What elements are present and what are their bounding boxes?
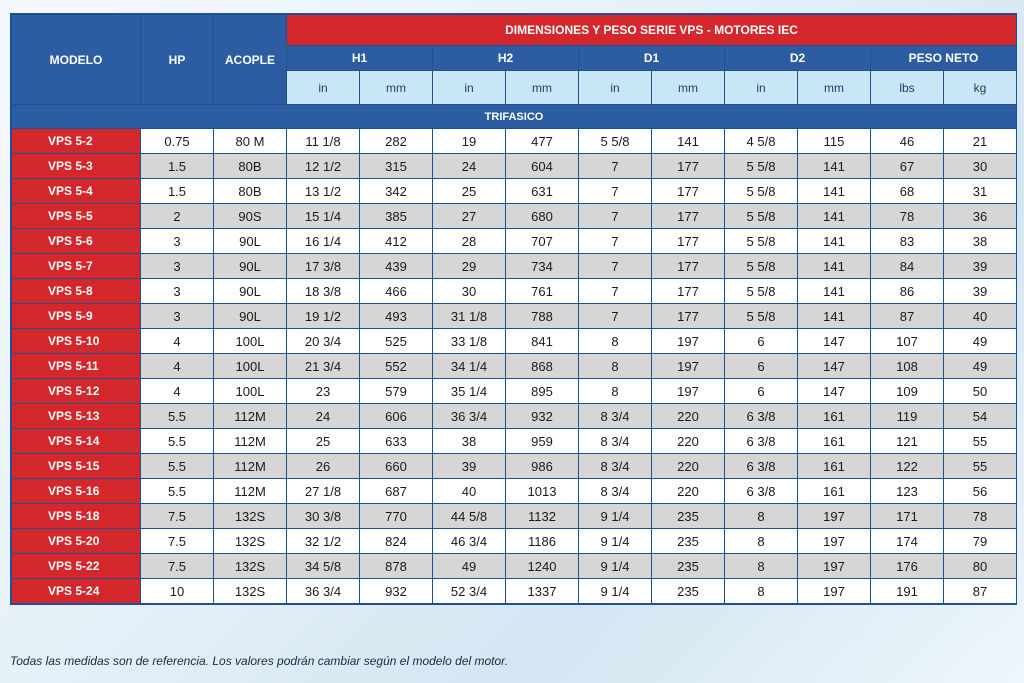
cell-d1-mm: 220 xyxy=(652,454,724,478)
cell-model: VPS 5-10 xyxy=(12,329,140,353)
cell-acople: 90L xyxy=(214,254,286,278)
cell-acople: 80 M xyxy=(214,129,286,153)
cell-h2-in: 24 xyxy=(433,154,505,178)
cell-h1-mm: 342 xyxy=(360,179,432,203)
table-row xyxy=(12,329,1016,353)
cell-h1-mm: 606 xyxy=(360,404,432,428)
unit-peso-kg: kg xyxy=(944,71,1016,104)
cell-peso-kg: 79 xyxy=(944,529,1016,553)
table-body xyxy=(12,129,1016,603)
cell-model: VPS 5-20 xyxy=(12,529,140,553)
cell-h2-mm: 986 xyxy=(506,454,578,478)
cell-h1-in: 25 xyxy=(287,429,359,453)
cell-d1-mm: 197 xyxy=(652,379,724,403)
cell-h2-in: 25 xyxy=(433,179,505,203)
header-modelo: MODELO xyxy=(12,15,140,104)
cell-d2-mm: 147 xyxy=(798,329,870,353)
cell-d1-mm: 220 xyxy=(652,429,724,453)
cell-h1-mm: 493 xyxy=(360,304,432,328)
cell-h2-mm: 707 xyxy=(506,229,578,253)
table-row xyxy=(12,579,1016,603)
cell-h2-mm: 1013 xyxy=(506,479,578,503)
cell-d2-mm: 141 xyxy=(798,279,870,303)
table-row xyxy=(12,529,1016,553)
cell-h2-mm: 631 xyxy=(506,179,578,203)
table-row xyxy=(12,229,1016,253)
cell-d2-in: 5 5/8 xyxy=(725,204,797,228)
cell-peso-lbs: 86 xyxy=(871,279,943,303)
cell-hp: 7.5 xyxy=(141,504,213,528)
cell-d2-in: 6 3/8 xyxy=(725,404,797,428)
cell-d2-mm: 197 xyxy=(798,579,870,603)
cell-hp: 7.5 xyxy=(141,529,213,553)
unit-d1-mm: mm xyxy=(652,71,724,104)
cell-d2-mm: 115 xyxy=(798,129,870,153)
cell-h2-mm: 932 xyxy=(506,404,578,428)
cell-acople: 112M xyxy=(214,454,286,478)
cell-d2-mm: 147 xyxy=(798,354,870,378)
cell-h2-in: 19 xyxy=(433,129,505,153)
cell-d1-in: 7 xyxy=(579,279,651,303)
cell-d1-in: 7 xyxy=(579,179,651,203)
cell-h2-mm: 734 xyxy=(506,254,578,278)
cell-peso-lbs: 83 xyxy=(871,229,943,253)
cell-acople: 132S xyxy=(214,529,286,553)
cell-d2-in: 6 xyxy=(725,379,797,403)
cell-model: VPS 5-4 xyxy=(12,179,140,203)
cell-h2-mm: 868 xyxy=(506,354,578,378)
cell-hp: 5.5 xyxy=(141,454,213,478)
cell-h2-in: 34 1/4 xyxy=(433,354,505,378)
cell-d1-mm: 177 xyxy=(652,229,724,253)
cell-h1-in: 32 1/2 xyxy=(287,529,359,553)
cell-peso-lbs: 67 xyxy=(871,154,943,178)
cell-d2-in: 5 5/8 xyxy=(725,279,797,303)
cell-model: VPS 5-15 xyxy=(12,454,140,478)
cell-h1-mm: 633 xyxy=(360,429,432,453)
cell-h1-in: 17 3/8 xyxy=(287,254,359,278)
cell-peso-kg: 36 xyxy=(944,204,1016,228)
cell-acople: 112M xyxy=(214,404,286,428)
header-d2: D2 xyxy=(725,46,870,70)
cell-model: VPS 5-7 xyxy=(12,254,140,278)
cell-model: VPS 5-8 xyxy=(12,279,140,303)
cell-model: VPS 5-22 xyxy=(12,554,140,578)
table-row xyxy=(12,179,1016,203)
cell-peso-kg: 21 xyxy=(944,129,1016,153)
table-row xyxy=(12,554,1016,578)
cell-hp: 5.5 xyxy=(141,404,213,428)
cell-hp: 3 xyxy=(141,279,213,303)
table-row xyxy=(12,429,1016,453)
cell-hp: 1.5 xyxy=(141,179,213,203)
cell-peso-kg: 30 xyxy=(944,154,1016,178)
cell-d1-in: 7 xyxy=(579,154,651,178)
cell-h1-mm: 660 xyxy=(360,454,432,478)
cell-peso-lbs: 78 xyxy=(871,204,943,228)
cell-h1-mm: 439 xyxy=(360,254,432,278)
cell-peso-lbs: 87 xyxy=(871,304,943,328)
cell-h1-mm: 824 xyxy=(360,529,432,553)
cell-d1-in: 8 3/4 xyxy=(579,479,651,503)
cell-d1-in: 8 xyxy=(579,329,651,353)
cell-acople: 90L xyxy=(214,229,286,253)
cell-h2-mm: 477 xyxy=(506,129,578,153)
table-row xyxy=(12,304,1016,328)
cell-h1-in: 18 3/8 xyxy=(287,279,359,303)
cell-d2-in: 8 xyxy=(725,529,797,553)
table-row xyxy=(12,404,1016,428)
cell-acople: 90L xyxy=(214,304,286,328)
cell-d1-in: 9 1/4 xyxy=(579,504,651,528)
cell-hp: 5.5 xyxy=(141,429,213,453)
unit-d2-mm: mm xyxy=(798,71,870,104)
cell-d2-mm: 141 xyxy=(798,229,870,253)
header-h2: H2 xyxy=(433,46,578,70)
cell-hp: 2 xyxy=(141,204,213,228)
cell-peso-lbs: 191 xyxy=(871,579,943,603)
cell-model: VPS 5-14 xyxy=(12,429,140,453)
cell-d2-mm: 141 xyxy=(798,154,870,178)
cell-peso-kg: 49 xyxy=(944,354,1016,378)
cell-d1-in: 8 3/4 xyxy=(579,429,651,453)
cell-peso-kg: 49 xyxy=(944,329,1016,353)
cell-hp: 10 xyxy=(141,579,213,603)
cell-d1-in: 9 1/4 xyxy=(579,579,651,603)
cell-peso-kg: 54 xyxy=(944,404,1016,428)
cell-d2-mm: 161 xyxy=(798,429,870,453)
cell-hp: 4 xyxy=(141,329,213,353)
cell-h1-mm: 552 xyxy=(360,354,432,378)
header-acople: ACOPLE xyxy=(214,15,286,104)
cell-d2-mm: 141 xyxy=(798,254,870,278)
cell-h2-in: 30 xyxy=(433,279,505,303)
unit-h1-in: in xyxy=(287,71,359,104)
dimensions-table xyxy=(11,14,1017,604)
cell-h1-in: 20 3/4 xyxy=(287,329,359,353)
cell-hp: 3 xyxy=(141,304,213,328)
cell-d2-in: 5 5/8 xyxy=(725,154,797,178)
cell-d2-mm: 141 xyxy=(798,204,870,228)
cell-d1-in: 8 3/4 xyxy=(579,404,651,428)
cell-h2-in: 38 xyxy=(433,429,505,453)
cell-peso-lbs: 174 xyxy=(871,529,943,553)
cell-peso-kg: 55 xyxy=(944,429,1016,453)
cell-h2-in: 49 xyxy=(433,554,505,578)
cell-model: VPS 5-13 xyxy=(12,404,140,428)
cell-d2-in: 6 3/8 xyxy=(725,479,797,503)
cell-d1-mm: 177 xyxy=(652,304,724,328)
cell-acople: 80B xyxy=(214,179,286,203)
cell-h1-mm: 932 xyxy=(360,579,432,603)
cell-h1-in: 21 3/4 xyxy=(287,354,359,378)
cell-d2-mm: 161 xyxy=(798,454,870,478)
cell-peso-kg: 39 xyxy=(944,279,1016,303)
cell-d1-in: 9 1/4 xyxy=(579,529,651,553)
header-h1: H1 xyxy=(287,46,432,70)
cell-d2-in: 5 5/8 xyxy=(725,179,797,203)
cell-d2-in: 8 xyxy=(725,554,797,578)
cell-acople: 132S xyxy=(214,579,286,603)
cell-acople: 112M xyxy=(214,429,286,453)
header-hp: HP xyxy=(141,15,213,104)
cell-d1-mm: 177 xyxy=(652,179,724,203)
cell-h1-in: 19 1/2 xyxy=(287,304,359,328)
cell-h1-in: 11 1/8 xyxy=(287,129,359,153)
cell-h2-in: 35 1/4 xyxy=(433,379,505,403)
cell-peso-lbs: 46 xyxy=(871,129,943,153)
cell-d1-mm: 177 xyxy=(652,204,724,228)
cell-d2-in: 5 5/8 xyxy=(725,254,797,278)
cell-d1-mm: 197 xyxy=(652,329,724,353)
cell-h1-in: 30 3/8 xyxy=(287,504,359,528)
cell-h2-mm: 1240 xyxy=(506,554,578,578)
cell-h1-mm: 579 xyxy=(360,379,432,403)
table-row xyxy=(12,204,1016,228)
cell-peso-lbs: 109 xyxy=(871,379,943,403)
cell-d1-in: 7 xyxy=(579,204,651,228)
cell-h2-in: 39 xyxy=(433,454,505,478)
cell-peso-kg: 50 xyxy=(944,379,1016,403)
table-row xyxy=(12,154,1016,178)
cell-h2-mm: 841 xyxy=(506,329,578,353)
cell-d2-mm: 147 xyxy=(798,379,870,403)
cell-h1-in: 36 3/4 xyxy=(287,579,359,603)
cell-d1-in: 9 1/4 xyxy=(579,554,651,578)
table-row xyxy=(12,279,1016,303)
cell-peso-kg: 31 xyxy=(944,179,1016,203)
cell-acople: 90L xyxy=(214,279,286,303)
cell-hp: 4 xyxy=(141,354,213,378)
cell-d1-mm: 197 xyxy=(652,354,724,378)
cell-peso-kg: 40 xyxy=(944,304,1016,328)
cell-h2-in: 36 3/4 xyxy=(433,404,505,428)
cell-d2-in: 8 xyxy=(725,579,797,603)
cell-hp: 1.5 xyxy=(141,154,213,178)
cell-d1-mm: 177 xyxy=(652,254,724,278)
cell-d2-mm: 197 xyxy=(798,529,870,553)
cell-peso-lbs: 122 xyxy=(871,454,943,478)
cell-d2-mm: 197 xyxy=(798,554,870,578)
cell-d1-in: 7 xyxy=(579,229,651,253)
cell-h1-in: 12 1/2 xyxy=(287,154,359,178)
cell-h2-mm: 1337 xyxy=(506,579,578,603)
unit-h1-mm: mm xyxy=(360,71,432,104)
cell-h2-mm: 761 xyxy=(506,279,578,303)
cell-model: VPS 5-24 xyxy=(12,579,140,603)
cell-peso-lbs: 121 xyxy=(871,429,943,453)
cell-h1-in: 15 1/4 xyxy=(287,204,359,228)
cell-h2-mm: 680 xyxy=(506,204,578,228)
cell-d2-in: 6 xyxy=(725,354,797,378)
cell-acople: 80B xyxy=(214,154,286,178)
table-row xyxy=(12,354,1016,378)
cell-peso-lbs: 68 xyxy=(871,179,943,203)
cell-h2-mm: 788 xyxy=(506,304,578,328)
cell-model: VPS 5-9 xyxy=(12,304,140,328)
cell-hp: 4 xyxy=(141,379,213,403)
cell-peso-lbs: 176 xyxy=(871,554,943,578)
cell-h1-in: 13 1/2 xyxy=(287,179,359,203)
cell-h1-mm: 282 xyxy=(360,129,432,153)
cell-h1-mm: 878 xyxy=(360,554,432,578)
cell-d2-in: 6 3/8 xyxy=(725,429,797,453)
section-trifasico: TRIFASICO xyxy=(12,105,1016,128)
header-peso-neto: PESO NETO xyxy=(871,46,1016,70)
cell-h1-mm: 687 xyxy=(360,479,432,503)
cell-acople: 90S xyxy=(214,204,286,228)
cell-d1-mm: 235 xyxy=(652,529,724,553)
cell-hp: 5.5 xyxy=(141,479,213,503)
cell-hp: 3 xyxy=(141,229,213,253)
cell-h2-in: 31 1/8 xyxy=(433,304,505,328)
cell-d1-mm: 177 xyxy=(652,279,724,303)
cell-d1-in: 8 3/4 xyxy=(579,454,651,478)
cell-peso-lbs: 123 xyxy=(871,479,943,503)
cell-d1-in: 7 xyxy=(579,304,651,328)
cell-h1-in: 23 xyxy=(287,379,359,403)
cell-h1-mm: 385 xyxy=(360,204,432,228)
cell-h2-mm: 895 xyxy=(506,379,578,403)
table-row xyxy=(12,454,1016,478)
cell-acople: 100L xyxy=(214,329,286,353)
cell-model: VPS 5-6 xyxy=(12,229,140,253)
cell-h1-mm: 315 xyxy=(360,154,432,178)
unit-h2-in: in xyxy=(433,71,505,104)
cell-h1-in: 24 xyxy=(287,404,359,428)
unit-d2-in: in xyxy=(725,71,797,104)
cell-peso-kg: 78 xyxy=(944,504,1016,528)
cell-h2-in: 28 xyxy=(433,229,505,253)
cell-d2-in: 6 xyxy=(725,329,797,353)
cell-h1-in: 34 5/8 xyxy=(287,554,359,578)
cell-model: VPS 5-16 xyxy=(12,479,140,503)
cell-peso-kg: 38 xyxy=(944,229,1016,253)
table-row xyxy=(12,254,1016,278)
cell-hp: 3 xyxy=(141,254,213,278)
cell-d1-mm: 220 xyxy=(652,404,724,428)
cell-h1-mm: 525 xyxy=(360,329,432,353)
cell-d2-mm: 141 xyxy=(798,304,870,328)
cell-hp: 7.5 xyxy=(141,554,213,578)
cell-h2-mm: 1132 xyxy=(506,504,578,528)
cell-model: VPS 5-18 xyxy=(12,504,140,528)
cell-d1-mm: 220 xyxy=(652,479,724,503)
cell-d1-mm: 235 xyxy=(652,504,724,528)
header-d1: D1 xyxy=(579,46,724,70)
table-row xyxy=(12,379,1016,403)
cell-d2-in: 5 5/8 xyxy=(725,229,797,253)
unit-h2-mm: mm xyxy=(506,71,578,104)
cell-d1-in: 8 xyxy=(579,379,651,403)
cell-h2-in: 40 xyxy=(433,479,505,503)
cell-acople: 132S xyxy=(214,504,286,528)
cell-peso-kg: 55 xyxy=(944,454,1016,478)
cell-h2-in: 29 xyxy=(433,254,505,278)
table-row xyxy=(12,504,1016,528)
cell-h2-in: 46 3/4 xyxy=(433,529,505,553)
cell-h2-in: 33 1/8 xyxy=(433,329,505,353)
cell-h1-mm: 770 xyxy=(360,504,432,528)
cell-d2-in: 8 xyxy=(725,504,797,528)
cell-acople: 132S xyxy=(214,554,286,578)
cell-model: VPS 5-11 xyxy=(12,354,140,378)
cell-h1-in: 27 1/8 xyxy=(287,479,359,503)
cell-d2-mm: 161 xyxy=(798,479,870,503)
cell-peso-lbs: 107 xyxy=(871,329,943,353)
cell-d1-mm: 235 xyxy=(652,554,724,578)
cell-h2-in: 27 xyxy=(433,204,505,228)
cell-d2-in: 5 5/8 xyxy=(725,304,797,328)
cell-model: VPS 5-2 xyxy=(12,129,140,153)
cell-model: VPS 5-5 xyxy=(12,204,140,228)
cell-peso-kg: 80 xyxy=(944,554,1016,578)
cell-peso-kg: 39 xyxy=(944,254,1016,278)
cell-h1-mm: 412 xyxy=(360,229,432,253)
cell-peso-lbs: 108 xyxy=(871,354,943,378)
cell-d1-in: 8 xyxy=(579,354,651,378)
cell-peso-lbs: 119 xyxy=(871,404,943,428)
cell-hp: 0.75 xyxy=(141,129,213,153)
cell-d2-mm: 161 xyxy=(798,404,870,428)
cell-acople: 100L xyxy=(214,354,286,378)
cell-d2-mm: 197 xyxy=(798,504,870,528)
cell-d1-mm: 141 xyxy=(652,129,724,153)
cell-acople: 100L xyxy=(214,379,286,403)
table-row xyxy=(12,129,1016,153)
dimensions-table-container xyxy=(10,13,1017,605)
footnote: Todas las medidas son de referencia. Los valores podrán cambiar según el modelo del motor. xyxy=(10,654,509,668)
cell-model: VPS 5-12 xyxy=(12,379,140,403)
table-row xyxy=(12,479,1016,503)
cell-d1-in: 7 xyxy=(579,254,651,278)
cell-d2-in: 6 3/8 xyxy=(725,454,797,478)
cell-d1-mm: 177 xyxy=(652,154,724,178)
cell-d2-in: 4 5/8 xyxy=(725,129,797,153)
cell-peso-kg: 87 xyxy=(944,579,1016,603)
unit-d1-in: in xyxy=(579,71,651,104)
cell-h2-in: 52 3/4 xyxy=(433,579,505,603)
cell-model: VPS 5-3 xyxy=(12,154,140,178)
cell-h2-mm: 604 xyxy=(506,154,578,178)
cell-d2-mm: 141 xyxy=(798,179,870,203)
unit-peso-lbs: lbs xyxy=(871,71,943,104)
cell-h1-mm: 466 xyxy=(360,279,432,303)
cell-d1-in: 5 5/8 xyxy=(579,129,651,153)
cell-d1-mm: 235 xyxy=(652,579,724,603)
cell-peso-kg: 56 xyxy=(944,479,1016,503)
cell-h2-in: 44 5/8 xyxy=(433,504,505,528)
cell-acople: 112M xyxy=(214,479,286,503)
cell-peso-lbs: 84 xyxy=(871,254,943,278)
cell-h2-mm: 1186 xyxy=(506,529,578,553)
table-title: DIMENSIONES Y PESO SERIE VPS - MOTORES IEC xyxy=(287,15,1016,45)
cell-peso-lbs: 171 xyxy=(871,504,943,528)
cell-h1-in: 16 1/4 xyxy=(287,229,359,253)
cell-h2-mm: 959 xyxy=(506,429,578,453)
cell-h1-in: 26 xyxy=(287,454,359,478)
